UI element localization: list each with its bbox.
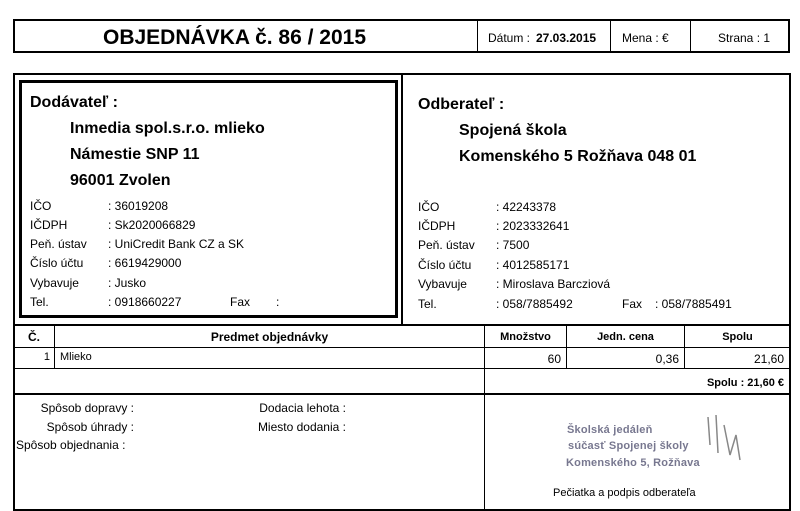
supplier-account-label: Číslo účtu [30, 256, 84, 270]
stamp-line-2: súčasť Spojenej školy [568, 440, 689, 452]
payment-label: Spôsob úhrady : [46, 420, 134, 434]
customer-contact-value: : Miroslava Barcziová [496, 277, 611, 291]
delivery-place-label: Miesto dodania : [257, 420, 346, 434]
supplier-icdph-value: : Sk2020066829 [108, 218, 196, 232]
supplier-bank-label: Peň. ústav [30, 237, 87, 251]
row-total: 21,60 [753, 352, 784, 366]
supplier-city: 96001 Zvolen [70, 172, 171, 189]
supplier-fax-value: : [276, 295, 280, 309]
customer-name: Spojená škola [459, 122, 567, 139]
row-no: 1 [43, 351, 50, 363]
stamp-line-1: Školská jedáleň [567, 424, 653, 436]
supplier-street: Námestie SNP 11 [70, 146, 200, 163]
page-number: Strana : 1 [718, 31, 771, 45]
customer-bank-label: Peň. ústav [418, 238, 475, 252]
customer-ico-value: : 42243378 [496, 200, 557, 214]
supplier-name: Inmedia spol.s.r.o. mlieko [70, 120, 265, 137]
order-sum: Spolu : 21,60 € [706, 377, 784, 389]
currency: Mena : € [622, 31, 669, 45]
signature-mark [690, 405, 750, 465]
stamp-line-3: Komenského 5, Rožňava [566, 457, 700, 469]
supplier-contact-label: Vybavuje [30, 276, 79, 290]
row-price: 0,36 [655, 352, 679, 366]
col-no-header: Č. [28, 330, 40, 344]
customer-address: Komenského 5 Rožňava 048 01 [459, 148, 697, 165]
supplier-bank-value: : UniCredit Bank CZ a SK [108, 237, 245, 251]
customer-contact-label: Vybavuje [418, 277, 467, 291]
customer-phone-value: : 058/7885492 [496, 297, 573, 311]
supplier-fax-label: Fax [230, 295, 251, 309]
customer-bank-value: : 7500 [496, 238, 530, 252]
customer-fax-value: : 058/7885491 [655, 297, 732, 311]
customer-account-value: : 4012585171 [496, 258, 570, 272]
date-label: Dátum : [488, 31, 531, 45]
customer-fax-label: Fax [622, 297, 643, 311]
delivery-deadline-label: Dodacia lehota : [259, 401, 346, 415]
supplier-account-value: : 6619429000 [108, 256, 182, 270]
col-price-header: Jedn. cena [597, 331, 654, 343]
col-qty-header: Množstvo [500, 331, 551, 343]
customer-phone-label: Tel. [418, 297, 437, 311]
supplier-phone-label: Tel. [30, 295, 49, 309]
ordering-label: Spôsob objednania : [16, 438, 126, 452]
supplier-contact-value: : Jusko [108, 276, 147, 290]
row-item: Mlieko [60, 351, 92, 363]
col-total-header: Spolu [722, 331, 753, 343]
supplier-ico-value: : 36019208 [108, 199, 169, 213]
order-title: OBJEDNÁVKA č. 86 / 2015 [103, 26, 367, 49]
customer-icdph-value: : 2023332641 [496, 219, 570, 233]
signature-label: Pečiatka a podpis odberateľa [553, 487, 696, 499]
row-qty: 60 [547, 352, 561, 366]
supplier-icdph-label: IČDPH [30, 218, 68, 232]
supplier-phone-value: : 0918660227 [108, 295, 182, 309]
supplier-ico-label: IČO [30, 199, 52, 213]
col-item-header: Predmet objednávky [210, 330, 329, 344]
customer-account-label: Číslo účtu [418, 258, 472, 272]
customer-ico-label: IČO [418, 200, 440, 214]
supplier-heading: Dodávateľ : [30, 94, 118, 111]
customer-heading: Odberateľ : [418, 96, 505, 113]
transport-label: Spôsob dopravy : [40, 401, 134, 415]
date-value: 27.03.2015 [536, 31, 597, 45]
customer-icdph-label: IČDPH [418, 219, 456, 233]
